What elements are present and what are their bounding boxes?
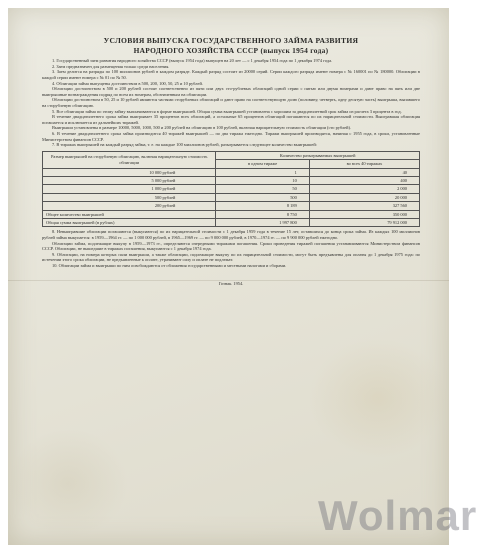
cell-all: 327 560 [309,202,419,210]
cell-all: 40 [309,168,419,176]
title-line-1: УСЛОВИЯ ВЫПУСКА ГОСУДАРСТВЕННОГО ЗАЙМА РАЗВИТИЯ [103,36,359,45]
paragraph: 10. Облигации займа и выигрыши по ним освобождаются от обложения государственными и местными налогами и сборами. [52,262,287,268]
cell-size: 1 000 рублей [43,185,216,193]
winnings-table [42,151,420,228]
cell-all: 20 000 [309,193,419,201]
table-row-total-sum [43,218,420,226]
cell-all: 400 [309,176,419,184]
cell-total-one: 8 750 [216,210,309,218]
paragraph: 9. Облигации, на номера которых пали выигрыши, а также облигации, подлежащие выкупу по их нарицательной стоимости, могут быть предъявлены для оплаты до 1 декабря 1975 года: по истечении этого срока облигации, не предъявленные к оплате, утрачивают силу и оплате не подлежат. [42,251,420,263]
paragraph: 5. Все облигации займа по этому займу выплачиваются в форме выигрышей. Общая сумма выигрышей установлена с хорошим за двадцатилетний срок займа из расчета 3 процента в год. [52,108,402,114]
cell-sum-label: Общая сумма выигрышей (в рублях) [43,218,216,226]
paragraph: Выигрыши установлены в размере 10000, 5000, 1000, 500 и 200 рублей на облигацию в 100 рублей, включая нарицательную стоимость облигации (сто рублей). [52,125,352,131]
header-all-draws: во всех 40 тиражах [309,160,419,168]
header-count-group: Количество разыгрываемых выигрышей [216,151,420,159]
cell-one: 10 [216,176,309,184]
conditions-bottom [42,229,420,268]
cell-sum-all: 79 912 000 [309,218,419,226]
paragraph: 7. В тиражах выигрышей на каждый разряд займа, т. е. на каждые 100 миллионов рублей, разыгрывается следующее количество выигрышей: [52,142,317,148]
paragraph: 1. Государственный заем развития народного хозяйства СССР (выпуск 1954 года) выпущен на 20 лет — с 1 декабря 1954 года по 1 декабря 1974 года. [52,58,333,64]
watermark-text: Wolmar [318,492,477,539]
table-row [43,168,420,176]
cell-size: 500 рублей [43,193,216,201]
cell-size: 5 000 рублей [43,176,216,184]
paragraph: 2. Заем предназначен для размещения только среди населения. [52,63,170,69]
paragraph: 8. Невыигравшие облигации погашаются (выкупаются) по их нарицательной стоимости с 1 декабря 1959 года в течение 15 лет, оставшихся до конца срока займа. Из каждых 100 миллионов рублей займа выкупается: в 1959—1964 гг. — по 1 000 000 рублей, в 1965—1969 гг. — по 9 000 000 рублей, в 1970—1974 гг. — по 9 900 000 рублей ежегодно. [42,229,420,240]
conditions-top [42,58,420,148]
cell-one: 50 [216,185,309,193]
table-row [43,202,420,210]
cell-total-label: Общее количество выигрышей [43,210,216,218]
cell-sum-one: 1 997 800 [216,218,309,226]
cell-size: 10 000 рублей [43,168,216,176]
cell-one: 500 [216,193,309,201]
paragraph: Облигации займа, подлежащие выкупу в 1959—1973 гг., определяются очередными тиражами погашения. Сроки проведения тиражей погашения устанавливаются Министерством финансов СССР. Облигации, не вышедшие в тиражах погашения, выкупаются с 1 декабря 1974 года. [42,240,420,252]
paragraph: 6. В течение двадцатилетнего срока займа производится 40 тиражей выигрышей — по два тиража ежегодно. Тиражи выигрышей производятся, начиная с 1955 года, в сроки, установленные Министерством финансов СССР. [42,130,420,142]
paragraph: Облигации достоинством в 50, 25 и 10 рублей являются частями сторублевых облигаций и дают право на соответствующую долю (половину, четверть, одну десятую часть) выигрыша, выпавшего на сторублевую облигацию. [42,97,420,108]
paragraph: Облигации достоинством в 500 и 200 рублей состоят соответственно из пяти или двух стo-рублевых облигаций одной серии с пятью или двумя номерами и дают право на пять или две выигрышные вознаграждения подряд по всем их номерам, обозначенным на облигации. [42,86,420,97]
table-row [43,176,420,184]
table-row-total-count [43,210,420,218]
header-size: Размер выигрышей на сторублевую облигацию, включая нарицательную стоимость облигации [43,151,216,168]
cell-all: 2 000 [309,185,419,193]
cell-size: 200 рублей [43,202,216,210]
title-line-2: НАРОДНОГО ХОЗЯЙСТВА СССР (выпуск 1954 года) [133,45,329,55]
cell-one: 8 189 [216,202,309,210]
cell-total-all: 350 000 [309,210,419,218]
paragraph: 3. Заем делится на разряды по 100 миллионов рублей в каждом разряде. Каждый разряд состоит из 20000 серий. Серии каждого разряда имеют номера с № 160001 по № 180000. Облигации в каждой серии имеют номера с № 01 по № 50. [42,69,420,80]
paragraph: 4. Облигации займа выпущены достоинством в 500, 200, 100, 50, 25 и 10 рублей. [52,80,203,86]
printer-imprint: Гознак. 1954. [218,280,244,286]
document-title [42,36,420,55]
paragraph: В течение двадцатилетнего срока займа выигрывает 35 процентов всех облигаций, а остальные 65 процентов облигаций погашаются по их нарицательной стоимости. Выигравшая облигация погашается и исключается из дальнейших тиражей. [42,114,420,125]
cell-one: 1 [216,168,309,176]
document-body [42,36,420,286]
paper-stain [8,428,128,538]
paper-stain [308,338,448,458]
table-row [43,193,420,201]
bond-back-document [8,8,449,545]
table-row [43,185,420,193]
header-one-draw: в одном тираже [216,160,309,168]
